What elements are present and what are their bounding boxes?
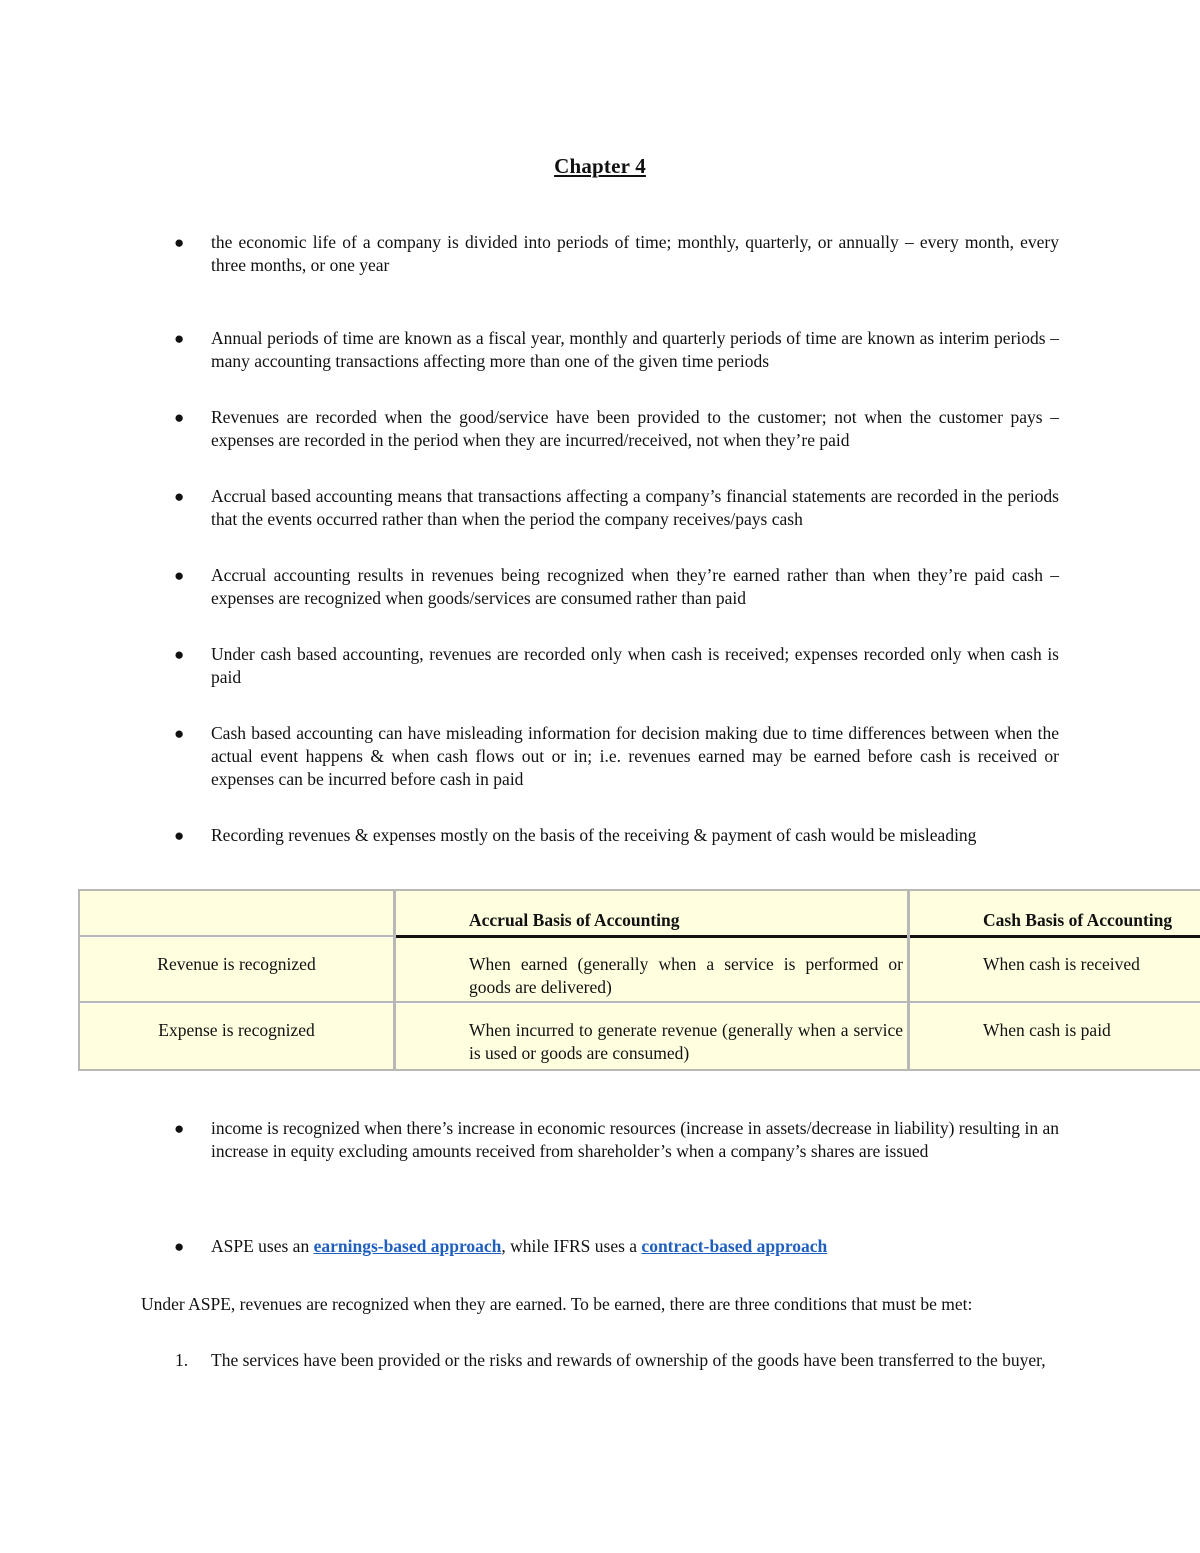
table-border [78,1069,1200,1071]
table-border [78,889,80,1071]
bullet-text: Accrual based accounting means that transactions affecting a company’s financial statements are recorded in the periods that the events occurred rather than when the period the company receives/pays cash [211,486,1059,529]
bullet-text-prefix: ASPE uses an [211,1236,314,1256]
bullet-text: income is recognized when there’s increase in economic resources (increase in assets/decrease in liability) resulting in an increase in equity excluding amounts received from shareholder’s when a company’s shares are issued [211,1118,1059,1161]
table-cell: When earned (generally when a service is performed or goods are delivered) [396,938,907,1002]
table-header-cash: Cash Basis of Accounting [910,891,1200,936]
list-number: 1. [175,1350,189,1370]
bullet-item [174,722,1059,791]
bullet-text: Accrual accounting results in revenues being recognized when they’re earned rather than when they’re paid cash – expenses are recognized when goods/services are consumed rather than paid [211,565,1059,608]
bullet-text-middle: , while IFRS uses a [501,1236,642,1256]
table-row-label: Expense is recognized [80,1004,393,1069]
bullet-icon: ● [174,329,185,348]
bullet-item [174,406,1059,452]
table-border [78,1001,1200,1003]
numbered-item-text: The services have been provided or the risks and rewards of ownership of the goods have been transferred to the buyer, [211,1350,1046,1370]
bullet-item [174,564,1059,610]
table-border [393,889,396,1071]
bullet-icon: ● [174,233,185,252]
table-cell: When cash is received [910,938,1200,1002]
bullet-icon: ● [174,724,185,743]
table-border [78,935,394,937]
table-header-cell [80,891,393,936]
bullet-icon: ● [174,1237,185,1256]
bullet-item [174,485,1059,531]
bullet-item [174,231,1059,277]
bullet-icon: ● [174,408,185,427]
bullet-text: Annual periods of time are known as a fiscal year, monthly and quarterly periods of time are known as interim periods – many accounting transactions affecting more than one of the given time periods [211,328,1059,371]
bullet-icon: ● [174,645,185,664]
table-cell: When cash is paid [910,1004,1200,1069]
bullet-text: Recording revenues & expenses mostly on the basis of the receiving & payment of cash would be misleading [211,825,977,845]
table-cell: When incurred to generate revenue (generally when a service is used or goods are consumed) [396,1004,907,1069]
table-header-divider [394,935,1200,938]
table-row-label: Revenue is recognized [80,938,393,1002]
table-border [78,889,1200,891]
bullet-item [174,327,1059,373]
bullet-item [174,824,1059,847]
bullet-icon: ● [174,826,185,845]
numbered-item [175,1349,1059,1372]
table-border [907,889,910,1071]
bullet-text: Cash based accounting can have misleading information for decision making due to time differences between when the actual event happens & when cash flows out or in; i.e. revenues earned may be earned before cash is received or expenses can be incurred before cash in paid [211,723,1059,789]
table-header-accrual: Accrual Basis of Accounting [396,891,907,936]
earnings-based-approach-link[interactable]: earnings-based approach [313,1236,502,1256]
contract-based-approach-link[interactable]: contract-based approach [641,1236,828,1256]
bullet-item [174,1117,1059,1163]
bullet-item [174,643,1059,689]
page-title: Chapter 4 [554,154,646,178]
comparison-table [78,889,1200,1071]
bullet-text: Under cash based accounting, revenues are recorded only when cash is received; expenses recorded only when cash is paid [211,644,1059,687]
bullet-icon: ● [174,487,185,506]
bullet-icon: ● [174,1119,185,1138]
bullet-icon: ● [174,566,185,585]
body-paragraph: Under ASPE, revenues are recognized when they are earned. To be earned, there are three conditions that must be met: [141,1294,973,1314]
bullet-text: Revenues are recorded when the good/service have been provided to the customer; not when the customer pays – expenses are recorded in the period when they are incurred/received, not when they’re paid [211,407,1059,450]
bullet-item [174,1235,1059,1258]
bullet-text: the economic life of a company is divided into periods of time; monthly, quarterly, or annually – every month, every three months, or one year [211,232,1059,275]
